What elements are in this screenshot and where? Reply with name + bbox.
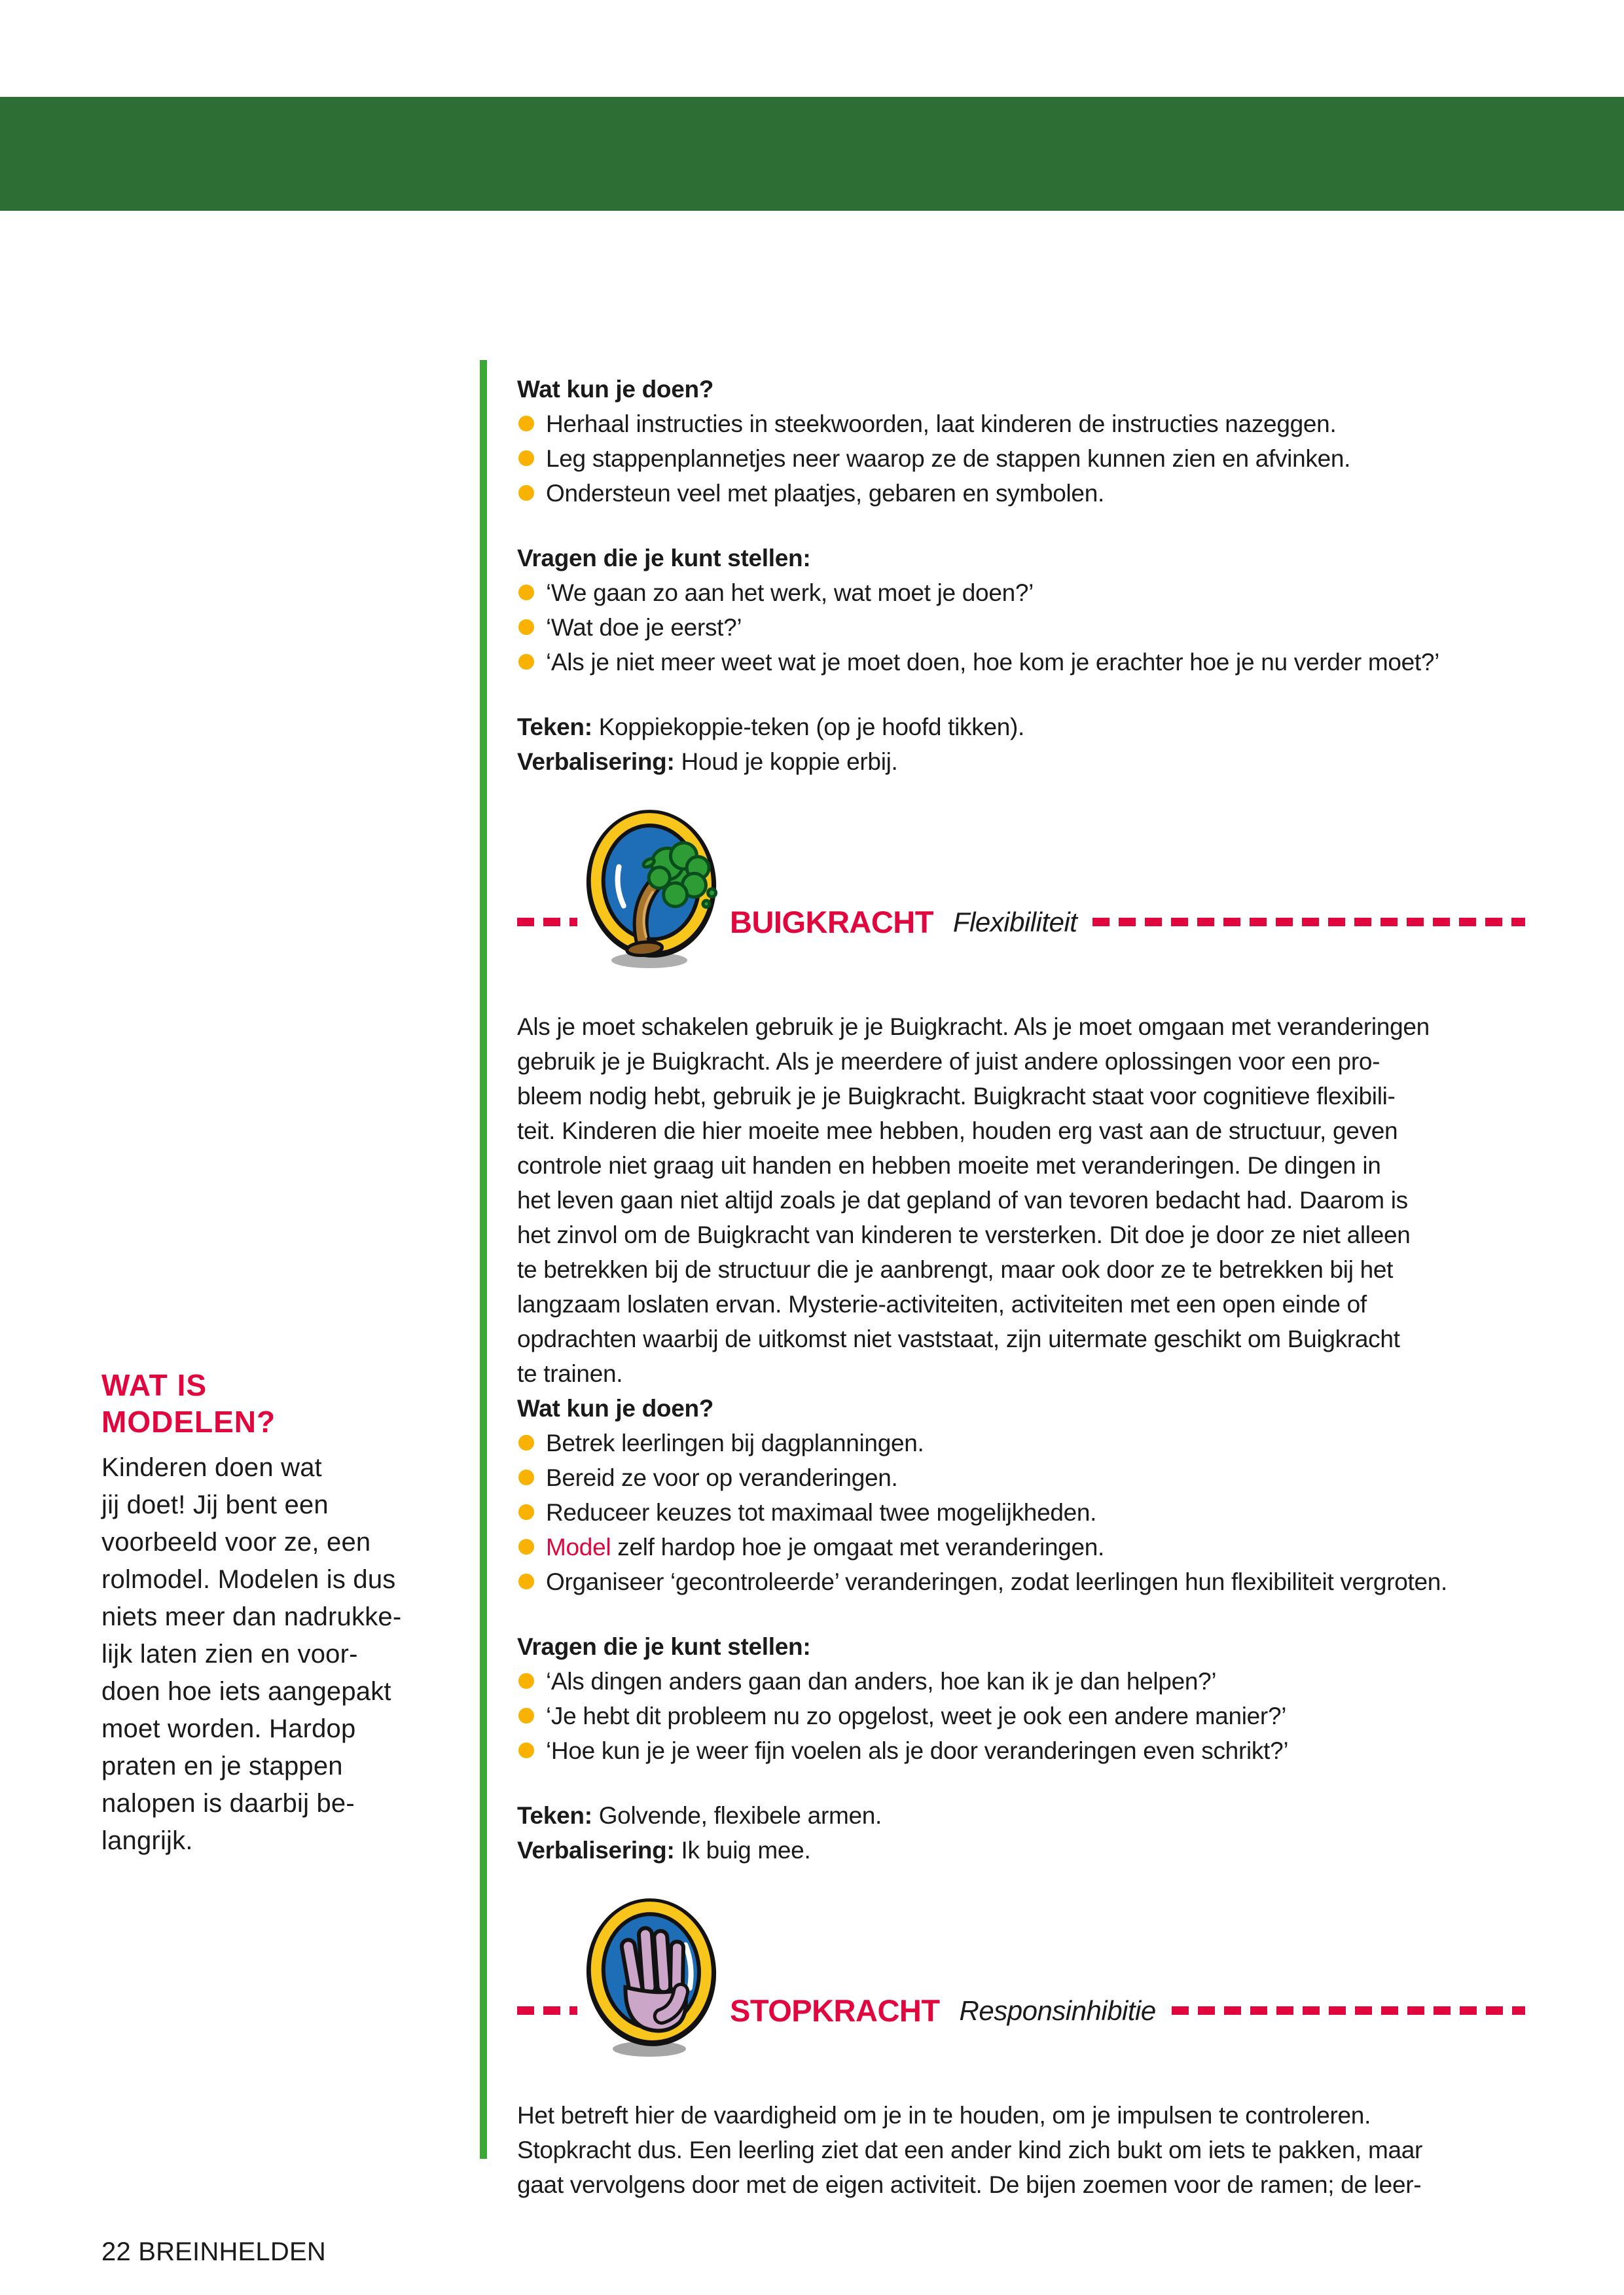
dashed-line-left [517, 918, 577, 926]
section-vragen-1 [517, 541, 1525, 679]
buigkracht-rule [517, 905, 1525, 939]
stopkracht-subtitle: Responsinhibitie [959, 1995, 1156, 2026]
verbalisering-text: Ik buig mee. [674, 1837, 811, 1864]
bullet-dot-icon [518, 619, 534, 635]
buigkracht-subtitle: Flexibiliteit [952, 907, 1077, 937]
bullet-item [517, 575, 1525, 610]
verbalisering-label: Verbalisering: [517, 748, 675, 775]
verbalisering-label: Verbalisering: [517, 1837, 675, 1864]
stopkracht-title: STOPKRACHT [730, 1993, 940, 2028]
page-footer: 22 BREINHELDEN [101, 2237, 326, 2266]
bullet-item [517, 610, 1525, 645]
vertical-green-rule [480, 360, 487, 2159]
dashed-line-right [1092, 918, 1525, 926]
buigkracht-title: BUIGKRACHT [730, 905, 933, 939]
bullet-text: ‘Hoe kun je je weer fijn voelen als je door veranderingen even schrikt?’ [546, 1737, 1289, 1764]
bullet-item [517, 407, 1525, 441]
bullet-item [517, 441, 1525, 476]
stopkracht-rule [517, 1993, 1525, 2028]
buigkracht-paragraph: Als je moet schakelen gebruik je je Buigkracht. Als je moet omgaan met veranderingen gebruik je je Buigkracht. Als je meerdere of juist andere oplossingen voor een pro- bleem nodig hebt, gebruik je je Buigkracht. Buigkracht staat voor cognitieve flexibili- teit. Kinderen die hier moeite mee hebben, houden erg vast aan de structuur, geven controle niet graag uit handen en hebben moeite met veranderingen. De dingen in het leven gaan niet altijd zoals je dat gepland of van tevoren bedacht had. Daarom is het zinvol om de Buigkracht van kinderen te versterken. Dit doe je door ze niet alleen te betrekken bij de structuur die je aanbrengt, maar ook door ze te betrekken bij het langzaam loslaten ervan. Mysterie-activiteiten, activiteiten met een open einde of opdrachten waarbij de uitkomst niet vaststaat, zijn uitermate geschikt om Buigkracht te trainen. [517, 1013, 1430, 1387]
bullet-dot-icon [518, 485, 534, 501]
sidebar-body-text: Kinderen doen wat jij doet! Jij bent een voorbeeld voor ze, een rolmodel. Modelen is dus niets meer dan nadrukke- lijk laten zien en voor- doen hoe iets aangepakt moet worden. Hardop praten en je stappen nalopen is daarbij be- langrijk. [101, 1453, 402, 1855]
bullet-text: Leg stappenplannetjes neer waarop ze de stappen kunnen zien en afvinken. [546, 445, 1351, 472]
bullet-item [517, 1426, 1525, 1460]
bullet-dot-icon [518, 450, 534, 466]
bullet-item [517, 1460, 1525, 1495]
bullet-item [517, 645, 1525, 679]
verbalisering-line [517, 1833, 1525, 1868]
bullet-dot-icon [518, 1435, 534, 1451]
dashed-line-left [517, 2006, 577, 2015]
bullet-dot-icon [518, 416, 534, 431]
bullet-item [517, 1733, 1525, 1768]
bullet-text: ‘Als dingen anders gaan dan anders, hoe kan ik je dan helpen?’ [546, 1668, 1217, 1695]
bullet-dot-icon [518, 1673, 534, 1689]
sidebar-title: WAT IS MODELEN? [101, 1368, 276, 1439]
main-column [517, 372, 1525, 2202]
bullet-text: zelf hardop hoe je omgaat met veranderingen. [611, 1534, 1104, 1561]
bullet-text: Bereid ze voor op veranderingen. [546, 1464, 898, 1491]
section-wat-kun-je-doen-2 [517, 1391, 1525, 1599]
sidebar-wat-is-modelen [101, 1367, 488, 1860]
bullet-item [517, 1699, 1525, 1733]
buigkracht-badge-icon [583, 805, 723, 969]
top-green-band [0, 97, 1624, 211]
teken-text: Golvende, flexibele armen. [592, 1802, 882, 1829]
bullet-text: Ondersteun veel met plaatjes, gebaren en symbolen. [546, 480, 1104, 507]
teken-text: Koppiekoppie-teken (op je hoofd tikken). [592, 714, 1025, 740]
bullet-dot-icon [518, 1708, 534, 1724]
bullet-text: ‘Als je niet meer weet wat je moet doen, hoe kom je erachter hoe je nu verder moet?’ [546, 649, 1440, 676]
heading-vragen-1: Vragen die je kunt stellen: [517, 545, 811, 571]
bullet-text: Organiseer ‘gecontroleerde’ veranderingen, zodat leerlingen hun flexibiliteit vergroten. [546, 1568, 1448, 1595]
bullet-item [517, 1664, 1525, 1699]
bullet-dot-icon [518, 585, 534, 600]
stopkracht-badge-icon [583, 1894, 723, 2057]
bullet-text: ‘Je hebt dit probleem nu zo opgelost, weet je ook een andere manier?’ [546, 1703, 1287, 1729]
teken-label: Teken: [517, 714, 592, 740]
bullet-text: Herhaal instructies in steekwoorden, laat kinderen de instructies nazeggen. [546, 410, 1337, 437]
teken-line [517, 1798, 1525, 1833]
heading-vragen-2: Vragen die je kunt stellen: [517, 1633, 811, 1660]
teken-verbalisering-2 [517, 1798, 1525, 1868]
verbalisering-line [517, 744, 1525, 779]
stopkracht-paragraph: Het betreft hier de vaardigheid om je in te houden, om je impulsen te controleren. Stopkracht dus. Een leerling ziet dat een ander kind zich bukt om iets te pakken, maar gaat vervolgens door met de eigen activiteit. De bijen zoemen voor de ramen; de leer- [517, 2102, 1423, 2198]
bullet-item-model [517, 1530, 1525, 1564]
bullet-text: Reduceer keuzes tot maximaal twee mogelijkheden. [546, 1499, 1097, 1526]
bullet-dot-icon [518, 1743, 534, 1758]
bullet-dot-icon [518, 1574, 534, 1589]
dashed-line-right [1172, 2006, 1525, 2015]
verbalisering-text: Houd je koppie erbij. [674, 748, 898, 775]
heading-wat-kun-je-doen-1: Wat kun je doen? [517, 376, 714, 403]
bullet-dot-icon [518, 1504, 534, 1520]
bullet-item [517, 1564, 1525, 1599]
section-vragen-2 [517, 1629, 1525, 1768]
bullet-dot-icon [518, 654, 534, 670]
bullet-item [517, 1495, 1525, 1530]
heading-wat-kun-je-doen-2: Wat kun je doen? [517, 1395, 714, 1422]
buigkracht-section-header [517, 805, 1525, 969]
stopkracht-section-header [517, 1894, 1525, 2057]
teken-label: Teken: [517, 1802, 592, 1829]
bullet-text: ‘We gaan zo aan het werk, wat moet je doen?’ [546, 579, 1034, 606]
teken-line [517, 710, 1525, 744]
teken-verbalisering-1 [517, 710, 1525, 779]
section-wat-kun-je-doen-1 [517, 372, 1525, 511]
bullet-item [517, 476, 1525, 511]
model-red-word: Model [546, 1534, 611, 1561]
bullet-text: ‘Wat doe je eerst?’ [546, 614, 742, 641]
bullet-text: Betrek leerlingen bij dagplanningen. [546, 1430, 924, 1456]
bullet-dot-icon [518, 1539, 534, 1555]
bullet-dot-icon [518, 1470, 534, 1485]
